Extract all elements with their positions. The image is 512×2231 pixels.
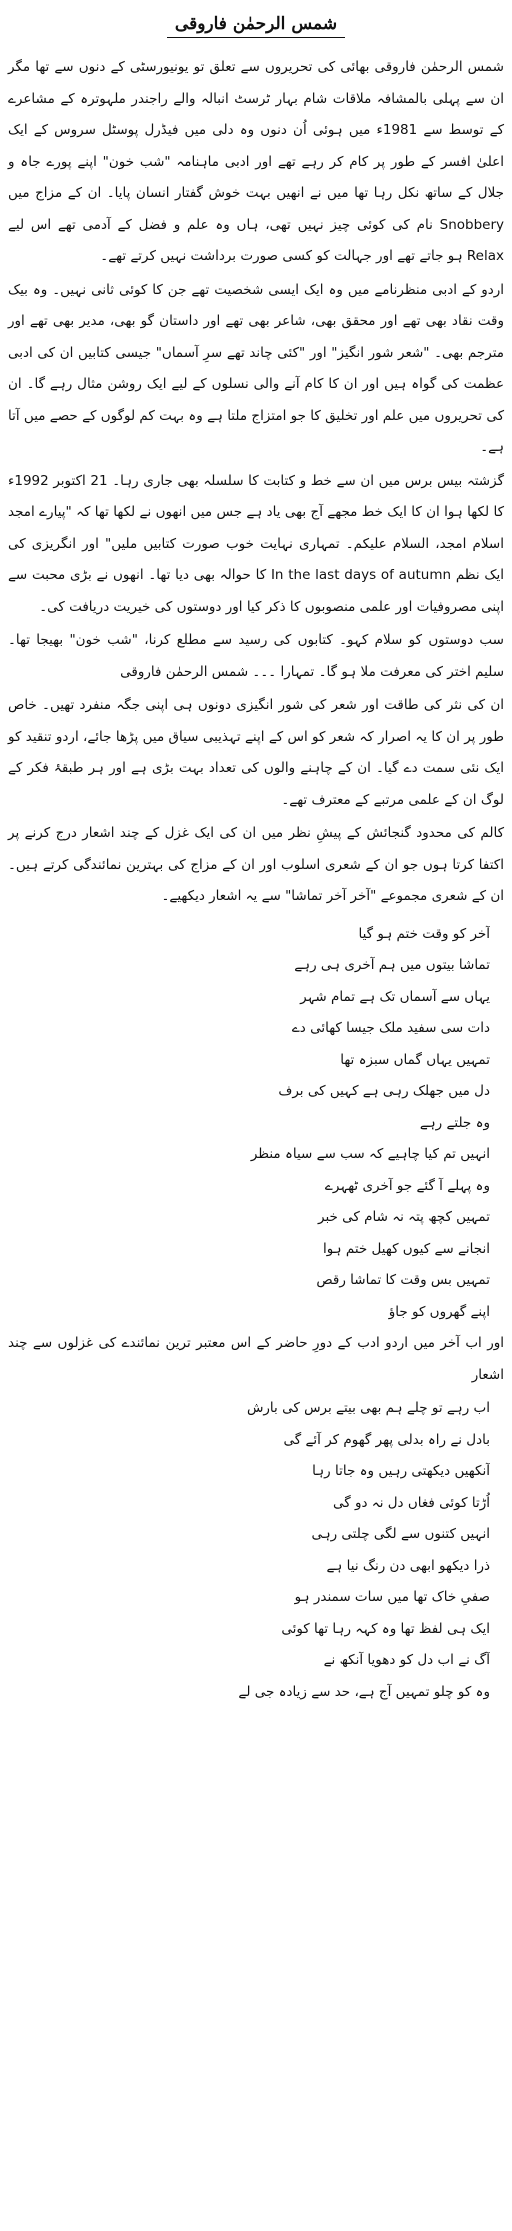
poem-line: آخر کو وقت ختم ہو گیا xyxy=(358,925,490,942)
ghazal-line: انہیں کتنوں سے لگی چلتی رہی xyxy=(311,1526,490,1542)
ghazal-block xyxy=(8,1393,504,1708)
paragraph: ان کی نثر کی طاقت اور شعر کی شور انگیزی دونوں ہی اپنی جگہ منفرد تھیں۔ خاص طور پر ان کا یہ اصرار کہ شعر کو اس کے اپنے تہذیبی سیاق میں پڑھا جائے، اردو تنقید کو ایک نئی سمت دے گیا۔ ان کے چاہنے والوں کی تعداد بہت بڑی ہے اور ہر طبقۂ فکر کے لوگ ان کے علمی مرتبے کے معترف تھے۔ xyxy=(8,697,504,808)
poem-line: وہ جلتے رہے xyxy=(419,1114,490,1131)
article-body xyxy=(8,52,504,913)
paragraph: شمس الرحمٰن فاروقی بھائی کی تحریروں سے تعلق تو یونیورسٹی کے دنوں سے تھا مگر ان سے پہلی بالمشافہ ملاقات شام بہار ٹرسٹ انبالہ والے راجندر ملہوترہ کے مشاعرے کے توسط سے 1981ء میں ہوئی اُن دنوں وہ دلی میں فیڈرل پوسٹل سروس کے ایک اعلیٰ افسر کے طور پر کام کر رہے تھے اور ادبی ماہنامہ "شب خون" اپنے پورے جاہ و جلال کے ساتھ نکل رہا تھا میں نے انھیں بہت خوش گفتار انسان پایا۔ ان کے مزاج میں Snobbery نام کی کوئی چیز نہیں تھی، ہاں وہ علم و فضل کے آدمی تھے اس لیے Relax ہو جاتے تھے اور جہالت کو کسی صورت برداشت نہیں کرتے تھے۔ xyxy=(8,59,504,264)
ghazal-line: وہ کو چلو تمہیں آج ہے، حد سے زیادہ جی لے xyxy=(238,1683,490,1700)
poem-line: انجانے سے کیوں کھیل ختم ہوا xyxy=(322,1240,490,1257)
paragraph: اردو کے ادبی منظرنامے میں وہ ایک ایسی شخصیت تھے جن کا کوئی ثانی نہیں۔ وہ بیک وقت نقاد بھی تھے اور محقق بھی، شاعر بھی تھے اور داستان گو بھی، مدیر بھی تھے اور مترجم بھی۔ "شعر شور انگیز" اور "کئی چاند تھے سرِ آسماں" جیسی کتابیں ان کی ادبی عظمت کی گواہ ہیں اور ان کا کام آنے والی نسلوں کے لیے ایک روشن مثال رہے گا۔ ان کی تحریروں میں علم اور تخلیق کا جو امتزاج ملتا ہے وہ بہت کم لوگوں کے حصے میں آتا ہے۔ xyxy=(8,281,504,455)
poem-line: انہیں تم کیا چاہیے کہ سب سے سیاہ منظر xyxy=(250,1146,490,1162)
poem-line: اپنے گھروں کو جاؤ xyxy=(388,1303,490,1320)
ghazal-line: ذرا دیکھو ابھی دن رنگ نیا ہے xyxy=(326,1557,490,1574)
ghazal-line: صفیِ خاک تھا میں سات سمندر ہو xyxy=(294,1589,490,1605)
ghazal-line: آگ نے اب دل کو دھویا آنکھ نے xyxy=(323,1652,490,1668)
paragraph: گزشتہ بیس برس میں ان سے خط و کتابت کا سلسلہ بھی جاری رہا۔ 21 اکتوبر 1992ء کا لکھا ہوا ان کا ایک خط مجھے آج بھی یاد ہے جس میں انھوں نے لکھا تھا کہ "پیارے امجد اسلام امجد، السلام علیکم۔ تمہاری نہایت خوب صورت کتابیں ملیں" اور انگریزی کی ایک نظم In the last days of autumn کا حوالہ بھی دیا تھا۔ انھوں نے بڑی محبت سے اپنی مصروفیات اور علمی منصوبوں کا ذکر کیا اور دوستوں کی خیریت دریافت کی۔ xyxy=(8,472,504,615)
paragraph: کالم کی محدود گنجائش کے پیشِ نظر میں ان کی ایک غزل کے چند اشعار درج کرنے پر اکتفا کرتا ہوں جو ان کے شعری اسلوب اور ان کے مزاج کی بہترین نمائندگی کرتے ہیں۔ ان کے شعری مجموعے "آخر آخر تماشا" سے یہ اشعار دیکھیے۔ xyxy=(8,825,504,904)
poem-line: تماشا بیتوں میں ہم آخری ہی رہے xyxy=(294,957,490,973)
poem-line: تمہیں کچھ پتہ نہ شام کی خبر xyxy=(318,1209,490,1225)
poem-intro: اور اب آخر میں اردو ادب کے دورِ حاضر کے اس معتبر ترین نمائندے کی غزلوں سے چند اشعار xyxy=(8,1335,504,1383)
ghazal-line: ایک ہی لفظ تھا وہ کہہ رہا تھا کوئی xyxy=(281,1620,490,1637)
ghazal-line: آنکھیں دیکھتی رہیں وہ جاتا رہا xyxy=(312,1463,490,1479)
ghazal-line: بادل نے راہ بدلی پھر گھوم کر آئے گی xyxy=(283,1431,490,1448)
title-block xyxy=(8,14,504,38)
poem-line: دات سی سفید ملک جیسا کھائی دے xyxy=(291,1020,490,1036)
paragraph: سب دوستوں کو سلام کہو۔ کتابوں کی رسید سے مطلع کرنا، "شب خون" بھیجا تھا۔ سلیم اختر کی معرفت ملا ہو گا۔ تمہارا ۔۔۔ شمس الرحمٰن فاروقی xyxy=(8,632,504,680)
ghazal-line: اب رہے تو چلے ہم بھی بیتے برس کی بارش xyxy=(246,1400,490,1416)
poem-intro-block xyxy=(8,1328,504,1391)
ghazal-line: اُڑتا کوئی فغاں دل نہ دو گی xyxy=(333,1494,490,1511)
poem-block xyxy=(8,919,504,1329)
poem-line: دل میں جھلک رہی ہے کہیں کی برف xyxy=(278,1083,490,1099)
poem-line: تمہیں یہاں گماں سبزہ تھا xyxy=(340,1051,490,1068)
poem-line: وہ پہلے آ گئے جو آخری ٹھہرے xyxy=(324,1177,490,1194)
poem-line: یہاں سے آسماں تک ہے تمام شہر xyxy=(300,988,490,1005)
poem-line: تمہیں بس وقت کا تماشا رقص xyxy=(316,1272,490,1288)
column-title: شمس الرحمٰن فاروقی xyxy=(167,14,345,38)
